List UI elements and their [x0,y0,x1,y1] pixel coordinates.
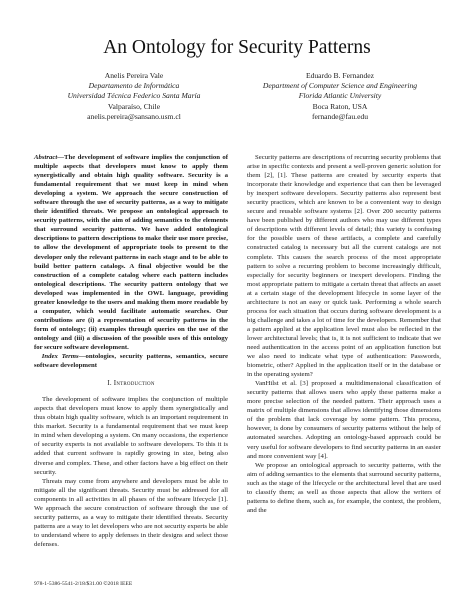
author-institution: Florida Atlantic University [298,91,382,101]
author-affiliation: Departamento de Informática [88,81,180,91]
right-column [247,153,441,515]
index-terms-text: —ontologies, security patterns, semantics, secure software development [34,353,228,370]
index-terms [34,352,228,370]
index-terms-lead: Index Terms [41,353,79,361]
paper-title: An Ontology for Security Patterns [103,37,371,58]
copyright-footer: 978-1-5386-5541-2/18/$31.00 ©2018 IEEE [34,581,133,587]
body-paragraph: We propose an ontological approach to security patterns, with the aim of adding semantics to the elements that surround security patterns, such as the stage of the lifecycle or the architectural level that are used to classify them; as well as those aspects that allow the writers of patterns to define them, such as, for example, the context, the problem, and the [247,461,441,514]
abstract-text: —The development of software implies the conjunction of multiple aspects that developers must know to apply them synergistically and obtain high quality software. Security is a fundamental requirement that we must keep in mind when developing a system. We approach the secure construction of software through the use of security patterns, as a way to mitigate their identified threats. We propose an ontological approach to security patterns, with the aim of adding semantics to the elements that surround security patterns. We have added ontological descriptions to pattern descriptions to make their use more precise, to allow the development of appropriate tools to present to the developer only the relevant patterns in each stage and to be able to build better pattern catalogs. A final objective would be the construction of a complete catalog where each pattern includes ontological descriptions. The security pattern ontology that we developed was implemented in the OWL language, providing greater knowledge to the users and making them more readable by a computer, which would facilitate automatic searches. Our contributions are (i) a representation of security patterns in the form of ontology; (ii) examples through queries on the use of the ontology and (iii) a discussion of the possible uses of this ontology for secure software development. [34,154,228,351]
left-column [34,153,228,549]
body-paragraph: The development of software implies the conjunction of multiple aspects that developers must know to apply them synergistically and thus obtain high quality software, which is an important requirement in this market. Security is a fundamental requirement that we must keep in mind when developing a system. On many occasions, the experience of security experts is not available to software developers. To this it is added that current software is rapidly growing in size, being also diverse and complex. These, and other factors have a big effect on their security. [34,396,228,476]
abstract-lead: Abstract [34,154,58,161]
author-name: Eduardo B. Fernandez [305,71,375,80]
body-paragraph: VanHilst et al. [3] proposed a multidimensional classification of security patterns that allows users who apply these patterns make a more precise selection of the needed pattern. Their approach uses a matrix of multiple dimensions that allows identifying those dimensions of the problem that lack coverage by some pattern. This process, however, is done by consumers of security patterns without the help of automated searches. Adopting an ontology-based approach could be very useful for software developers to find security patterns in an easier and more convenient way [4]. [247,380,441,460]
author-institution: Universidad Técnica Federico Santa María [67,91,201,101]
body-paragraph: Threats may come from anywhere and developers must be able to mitigate all the significant threats. Security must be addressed for all components in all activities in all phases of the software lifecycle [1]. We approach the secure construction of software through the use of security patterns, as a way to mitigate their identified threats. Security patterns are a way to let developers who are not security experts be able to understand where to apply defenses in their designs and select those defenses. [34,477,228,548]
author-affiliation: Department of Computer Science and Engineering [262,81,418,91]
author-email: anelis.pereira@sansano.usm.cl [87,111,181,121]
author-block-1 [34,71,234,122]
abstract [34,153,228,352]
section-heading: I. Introduction [107,379,155,388]
author-location: Boca Raton, USA [312,101,368,111]
author-block-2 [240,71,440,122]
body-paragraph: Security patterns are descriptions of recurring security problems that arise in specific contexts and present a well-proven generic solution for them [2], [1]. These patterns are created by security experts that incorporate their knowledge and experience that can then be leveraged by inexpert software developers. Security patterns also represent best security practices, which are known to be a convenient way to design secure and reusable software systems [2]. Over 200 security patterns have been published by different authors who may use different types of descriptions with different levels of detail; this variety is confusing for the possible users of these artifacts, a complete and carefully constructed catalog is necessary but all the current catalogs are not complete. This causes the search process of the most appropriate pattern to solve a recurring problem to become increasingly difficult, especially for security beginners or inexpert developers. Finding the most appropriate pattern to mitigate a certain threat that affects an asset at a certain stage of the development lifecycle in some layer of the architecture is not an easy or quick task. Performing a whole search process for each situation that occurs during software development is a big challenge and takes a lot of time for the developers. Remember that a pattern applied at the application level must also be reflected in the lower architectural levels; that is, it is not sufficient to indicate that we need authentication in the access point of an application function but we also need to indicate what type of authentication: Passwords, biometric, other? Applied in the application itself or in the database or in the operating system? [247,154,441,379]
author-email: fernande@fau.edu [311,111,369,121]
author-location: Valparaíso, Chile [107,101,161,111]
author-name: Anelis Pereira Vale [104,71,164,80]
